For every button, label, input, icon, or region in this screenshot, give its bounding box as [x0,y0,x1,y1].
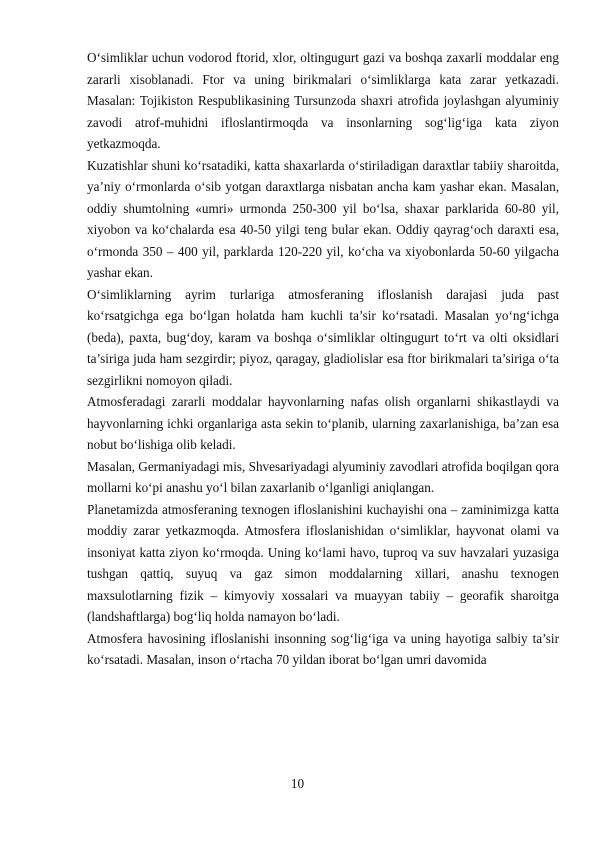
paragraph-1: O‘simliklar uchun vodorod ftorid, xlor, oltingugurt gazi va boshqa zaxarli moddalar eng zararli xisoblanadi. Ftor va uning birikmalari o‘simliklarga kata zarar yetkazadi. Masalan: Tojikiston Respublikasining Tursunzoda shaxri atrofida joylashgan alyuminiy zavodi atrof-muhidni ifloslantirmoqda va insonlarning sog‘lig‘iga kata ziyon yetkazmoqda. [87,50,559,151]
paragraph-3: O‘simliklarning ayrim turlariga atmosferaning ifloslanish darajasi juda past ko‘rsatgichga ega bo‘lgan holatda ham kuchli ta’sir ko‘rsatadi. Masalan yo‘ng‘ichga (beda), paxta, bug‘doy, karam va boshqa o‘simliklar oltingugurt to‘rt va olti oksidlari ta’siriga juda ham sezgirdir; piyoz, qaragay, gladiolislar esa ftor birikmalari ta’siriga o‘ta sezgirlikni nomoyon qiladi. [87,286,559,388]
paragraph-2: Kuzatishlar shuni ko‘rsatadiki, katta shaxarlarda o‘stiriladigan daraxtlar tabiiy sharoitda, ya’niy o‘rmonlarda o‘sib yotgan daraxtlarga nisbatan ancha kam yashar ekan. Masalan, oddiy shumtolning «umri» urmonda 250-300 yil bo‘lsa, shaxar parklarida 60-80 yil, xiyobon va ko‘chalarda esa 40-50 yilgi teng bular ekan. Oddiy qayrag‘och daraxti esa, o‘rmonda 350 – 400 yil, parklarda 120-220 yil, ko‘cha va xiyobonlarda 50-60 yilgacha yashar ekan. [87,157,559,280]
paragraph-6: Planetamizda atmosferaning texnogen ifloslanishini kuchayishi ona – zaminimizga katta moddiy zarar yetkazmoqda. Atmosfera ifloslanishidan o‘simliklar, hayvonat olami va insoniyat katta ziyon ko‘rmoqda. Uning ko‘lami havo, tuproq va suv havzalari yuzasiga tushgan qattiq, suyuq va gaz simon moddalarning xillari, anashu texnogen maxsulotlarning fizik – kimyoviy xossalari va muayyan tabiiy – georafik sharoitga (landshaftlarga) bog‘liq holda namayon bo‘ladi. [87,501,559,624]
paragraph-5: Masalan, Germaniyadagi mis, Shvesariyadagi alyuminiy zavodlari atrofida boqilgan qora mollarni ko‘pi anashu yo‘l bilan zaxarlanib o‘lganligi aniqlangan. [87,458,559,495]
body-text [87,47,559,671]
paragraph-4: Atmosferadagi zararli moddalar hayvonlarning nafas olish organlarni shikastlaydi va hayvonlarning ichki organlariga asta sekin to‘planib, ularning zaxarlanishiga, ba’zan esa nobut bo‘lishiga olib keladi. [87,394,559,452]
paragraph-7: Atmosfera havosining ifloslanishi insonning sog‘lig‘iga va uning hayotiga salbiy ta’sir ko‘rsatadi. Masalan, inson o‘rtacha 70 yildan iborat bo‘lgan umri davomida [87,630,559,667]
page-number: 10 [290,776,305,791]
